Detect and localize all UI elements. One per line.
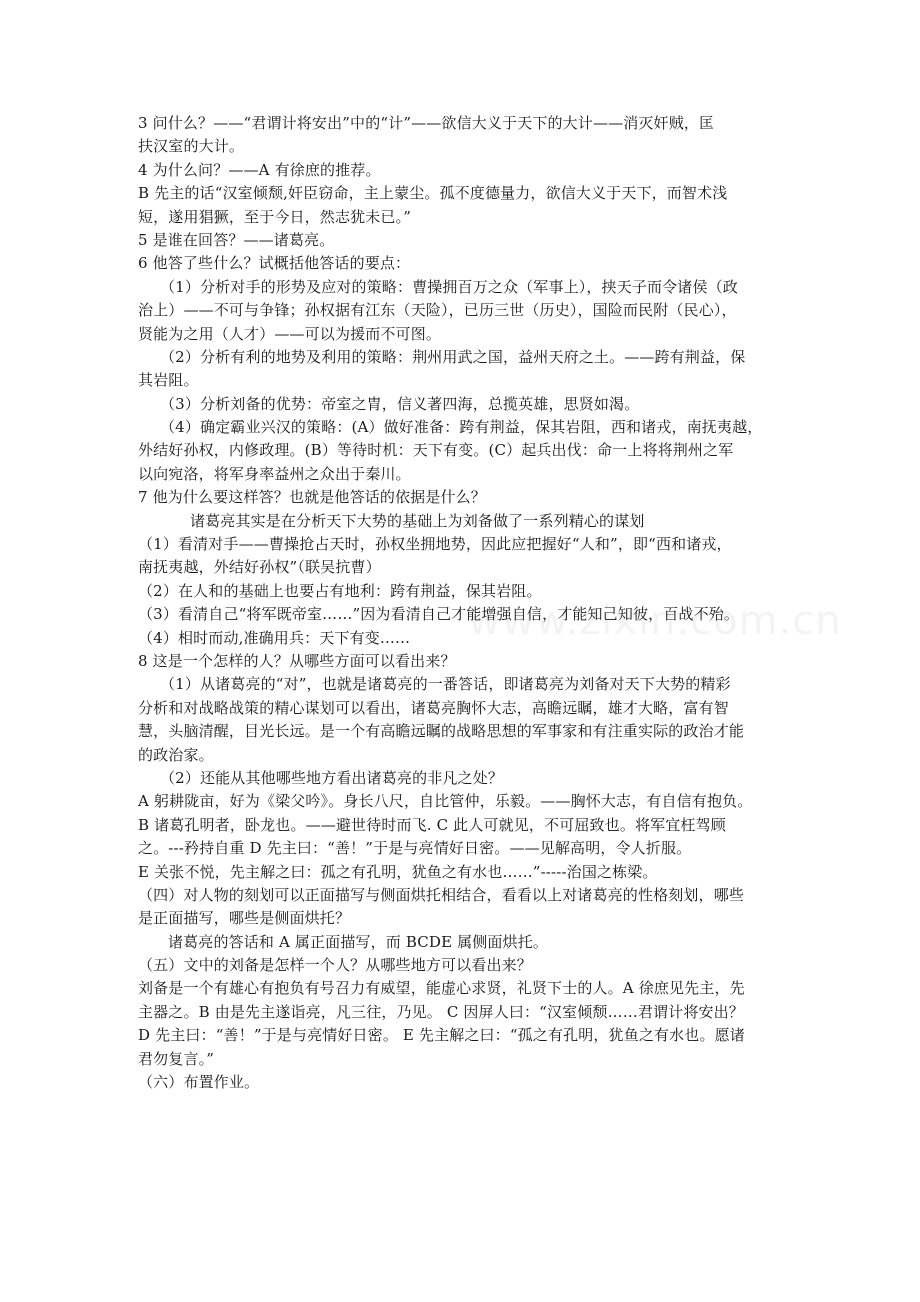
text-line: 是正面描写，哪些是侧面烘托？ — [138, 909, 351, 928]
text-line: 诸葛亮的答话和 A 属正面描写，而 BCDE 属侧面烘托。 — [168, 932, 549, 951]
text-line: 君勿复言。” — [138, 1049, 215, 1068]
text-line: （2）在人和的基础上也要占有地利：跨有荆益，保其岩阻。 — [138, 581, 542, 600]
text-line: 7 他为什么要这样答？也就是他答话的依据是什么？ — [138, 488, 486, 507]
text-line: 4 为什么问？——A 有徐庶的推荐。 — [138, 160, 381, 179]
text-line: 之。---矜持自重 D 先主曰：“善！”于是与亮情好日密。——见解高明，令人折服。 — [138, 839, 692, 858]
text-line: （四）对人物的刻划可以正面描写与侧面烘托相结合，看看以上对诸葛亮的性格刻划，哪些 — [138, 885, 745, 904]
text-line: 分析和对战略战策的精心谋划可以看出，诸葛亮胸怀大志，高瞻远瞩，雄才大略，富有智 — [138, 698, 729, 717]
text-line: A 躬耕陇亩，好为《梁父吟》。身长八尺，自比管仲，乐毅。——胸怀大志，有自信有抱负。 — [138, 792, 753, 811]
text-line: 8 这是一个怎样的人？从哪些方面可以看出来？ — [138, 651, 456, 670]
text-line: 以向宛洛，将军身率益州之众出于秦川。 — [138, 464, 411, 483]
text-line: （1）从诸葛亮的“对”，也就是诸葛亮的一番答话，即诸葛亮为刘备对天下大势的精彩 — [160, 675, 731, 694]
text-line: 主器之。B 由是先主遂诣亮，凡三往，乃见。 C 因屏人曰：“汉室倾颓……君谓计将安出？ — [138, 1002, 744, 1021]
text-line: （3）分析刘备的优势：帝室之胄，信义著四海，总揽英雄，思贤如渴。 — [160, 394, 640, 413]
text-line: 南抚夷越，外结好孙权”（联吴抗曹） — [138, 558, 381, 577]
text-line: （4）相时而动,准确用兵：天下有变…… — [138, 628, 411, 647]
text-line: （2）还能从其他哪些地方看出诸葛亮的非凡之处？ — [160, 768, 503, 787]
text-line: 扶汉室的大计。 — [138, 137, 245, 156]
text-line: 诸葛亮其实是在分析天下大势的基础上为刘备做了一系列精心的谋划 — [190, 511, 645, 530]
text-line: （五）文中的刘备是怎样一个人？从哪些地方可以看出来？ — [138, 956, 532, 975]
text-line: 贤能为之用（人才）——可以为援而不可图。 — [138, 324, 442, 343]
text-line: （六）布置作业。 — [138, 1073, 260, 1092]
text-line: 短，遂用猖獗，至于今日，然志犹未已。” — [138, 207, 412, 226]
text-line: 治上）——不可与争锋；孙权据有江东（天险），已历三世（历史），国险而民附（民心）， — [138, 301, 737, 320]
text-line: 其岩阻。 — [138, 371, 199, 390]
text-line: D 先主曰：“善！”于是与亮情好日密。 E 先主解之曰：“孤之有孔明，犹鱼之有水也。愿诸 — [138, 1026, 745, 1045]
text-line: （3）看清自己“将军既帝室……”因为看清自己才能增强自信，才能知己知彼，百战不殆。 — [138, 605, 740, 624]
text-line: （4）确定霸业兴汉的策略：(A）做好准备：跨有荆益，保其岩阻，西和诸戎，南抚夷越， — [160, 418, 763, 437]
text-line: B 先主的话“汉室倾颓,奸臣窃命，主上蒙尘。孤不度德量力，欲信大义于天下，而智术浅 — [138, 184, 728, 203]
text-line: （2）分析有利的地势及利用的策略：荆州用武之国，益州天府之土。——跨有荆益，保 — [160, 347, 746, 366]
text-line: 5 是谁在回答？——诸葛亮。 — [138, 230, 335, 249]
text-line: 慧，头脑清醒，目光长远。是一个有高瞻远瞩的战略思想的军事家和有注重实际的政治才能 — [138, 722, 745, 741]
text-line: （1）看清对手——曹操抢占天时，孙权坐拥地势，因此应把握好“人和”，即“西和诸戎， — [138, 535, 732, 554]
text-line: 的政治家。 — [138, 745, 214, 764]
text-line: 外结好孙权，内修政理。(B）等待时机：天下有变。(C）起兵出伐：命一上将将荆州之军 — [138, 441, 734, 460]
document-body — [138, 112, 792, 1094]
text-line: 6 他答了些什么？试概括他答话的要点： — [138, 254, 411, 273]
text-line: B 诸葛孔明者，卧龙也。——避世待时而飞. C 此人可就见，不可屈致也。将军宜枉驾顾 — [138, 815, 726, 834]
text-line: E 关张不悦，先主解之曰：孤之有孔明，犹鱼之有水也……”-----治国之栋梁。 — [138, 862, 658, 881]
text-line: 刘备是一个有雄心有抱负有号召力有威望，能虚心求贤，礼贤下士的人。A 徐庶见先主，先 — [138, 979, 745, 998]
text-line: 3 问什么？——“君谓计将安出”中的“计”——欲信大义于天下的大计——消灭奸贼，匡 — [138, 114, 715, 132]
text-line: （1）分析对手的形势及应对的策略：曹操拥百万之众（军事上），挟天子而令诸侯（政 — [160, 277, 738, 296]
